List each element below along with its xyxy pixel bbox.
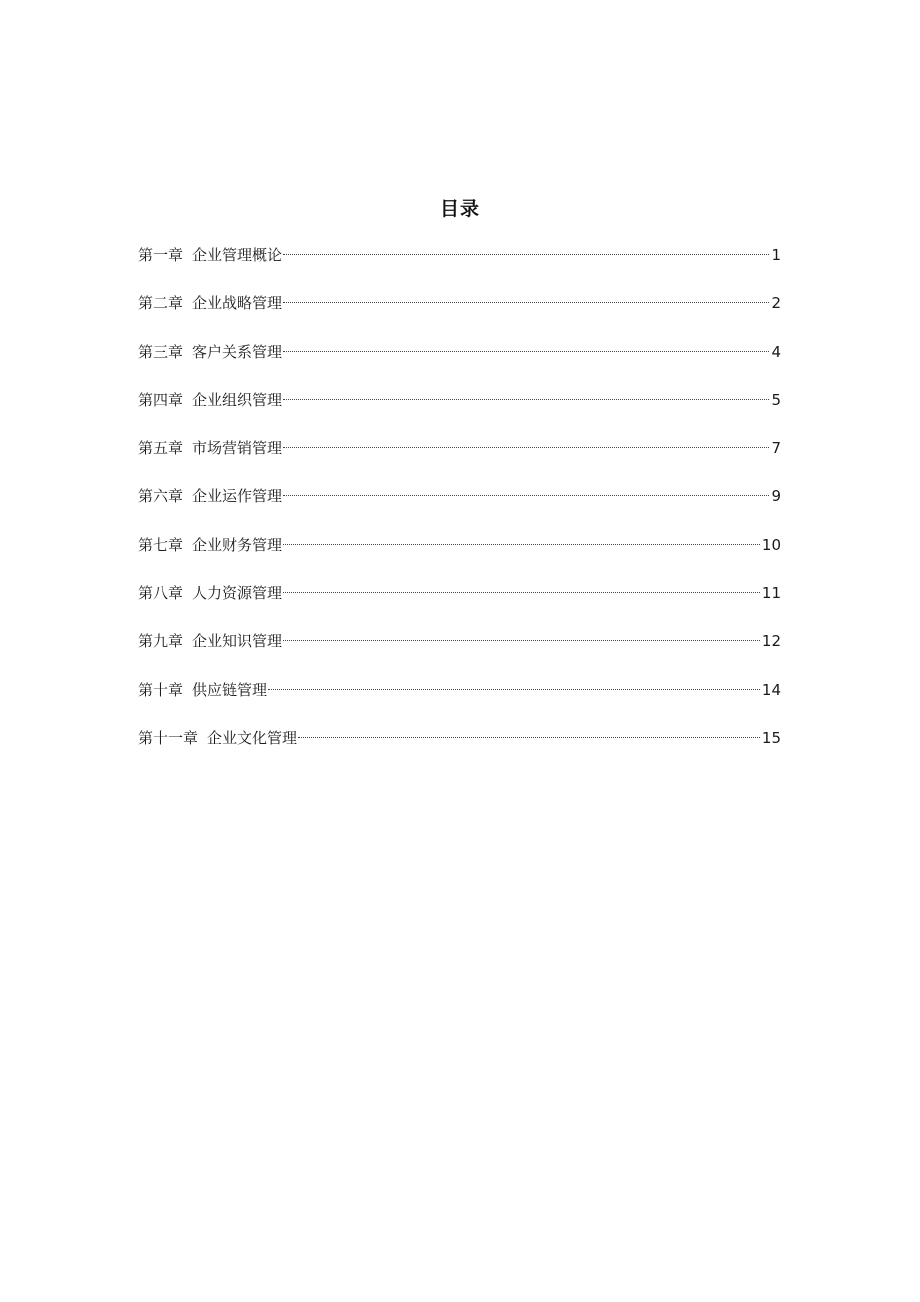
toc-title: 目录 — [439, 198, 480, 220]
toc-entry[interactable] — [138, 676, 781, 724]
toc-chapter-heading: 企业财务管理 — [192, 535, 283, 554]
toc-chapter-heading: 客户关系管理 — [192, 342, 283, 361]
toc-page-number: 12 — [761, 632, 781, 651]
toc-chapter-number: 第六章 — [138, 487, 184, 506]
toc-page-number: 11 — [761, 584, 781, 603]
toc-chapter-heading: 企业运作管理 — [192, 487, 283, 506]
toc-chapter-heading: 企业管理概论 — [192, 246, 283, 264]
toc-dot-leader — [283, 351, 769, 352]
toc-page-number: 9 — [771, 487, 781, 506]
toc-chapter-heading: 市场营销管理 — [192, 439, 283, 458]
toc-page-number: 4 — [771, 342, 781, 361]
toc-chapter-number: 第二章 — [138, 294, 184, 313]
toc-entry[interactable] — [138, 579, 781, 627]
toc-chapter-heading: 人力资源管理 — [192, 584, 283, 603]
toc-chapter-heading: 企业文化管理 — [207, 728, 298, 747]
toc-entry[interactable] — [138, 627, 781, 675]
toc-dot-leader — [283, 592, 760, 593]
toc-chapter-number: 第三章 — [138, 342, 184, 361]
toc-page-number: 2 — [771, 294, 781, 313]
toc-page-number: 7 — [771, 439, 781, 458]
toc-page-number: 15 — [761, 728, 781, 747]
toc-entry[interactable] — [138, 724, 781, 772]
toc-page-number: 10 — [761, 535, 781, 554]
toc-dot-leader — [283, 254, 769, 255]
toc-dot-leader — [283, 495, 769, 496]
toc-chapter-heading: 企业知识管理 — [192, 632, 283, 651]
toc-dot-leader — [283, 544, 760, 545]
toc-dot-leader — [298, 737, 760, 738]
toc-chapter-number: 第四章 — [138, 390, 184, 409]
toc-dot-leader — [283, 399, 769, 400]
toc-entry[interactable] — [138, 289, 781, 337]
toc-dot-leader — [283, 447, 769, 448]
toc-chapter-number: 第十章 — [138, 680, 184, 699]
toc-chapter-number: 第七章 — [138, 535, 184, 554]
toc-entry[interactable] — [138, 531, 781, 579]
toc-page-number: 14 — [761, 680, 781, 699]
toc-dot-leader — [283, 302, 769, 303]
toc-chapter-number: 第十一章 — [138, 728, 199, 747]
toc-entry[interactable] — [138, 386, 781, 434]
toc-page-number: 1 — [771, 246, 781, 264]
toc-entry[interactable] — [138, 482, 781, 530]
toc-dot-leader — [268, 689, 760, 690]
toc-dot-leader — [283, 640, 760, 641]
toc-chapter-number: 第九章 — [138, 632, 184, 651]
toc-entry[interactable] — [138, 434, 781, 482]
toc-list — [138, 241, 781, 772]
toc-chapter-number: 第八章 — [138, 584, 184, 603]
toc-entry[interactable] — [138, 338, 781, 386]
toc-chapter-heading: 企业组织管理 — [192, 390, 283, 409]
toc-chapter-heading: 供应链管理 — [192, 680, 268, 699]
toc-chapter-heading: 企业战略管理 — [192, 294, 283, 313]
toc-chapter-number: 第一章 — [138, 246, 184, 264]
toc-entry[interactable] — [138, 241, 781, 289]
toc-chapter-number: 第五章 — [138, 439, 184, 458]
toc-page-number: 5 — [771, 390, 781, 409]
